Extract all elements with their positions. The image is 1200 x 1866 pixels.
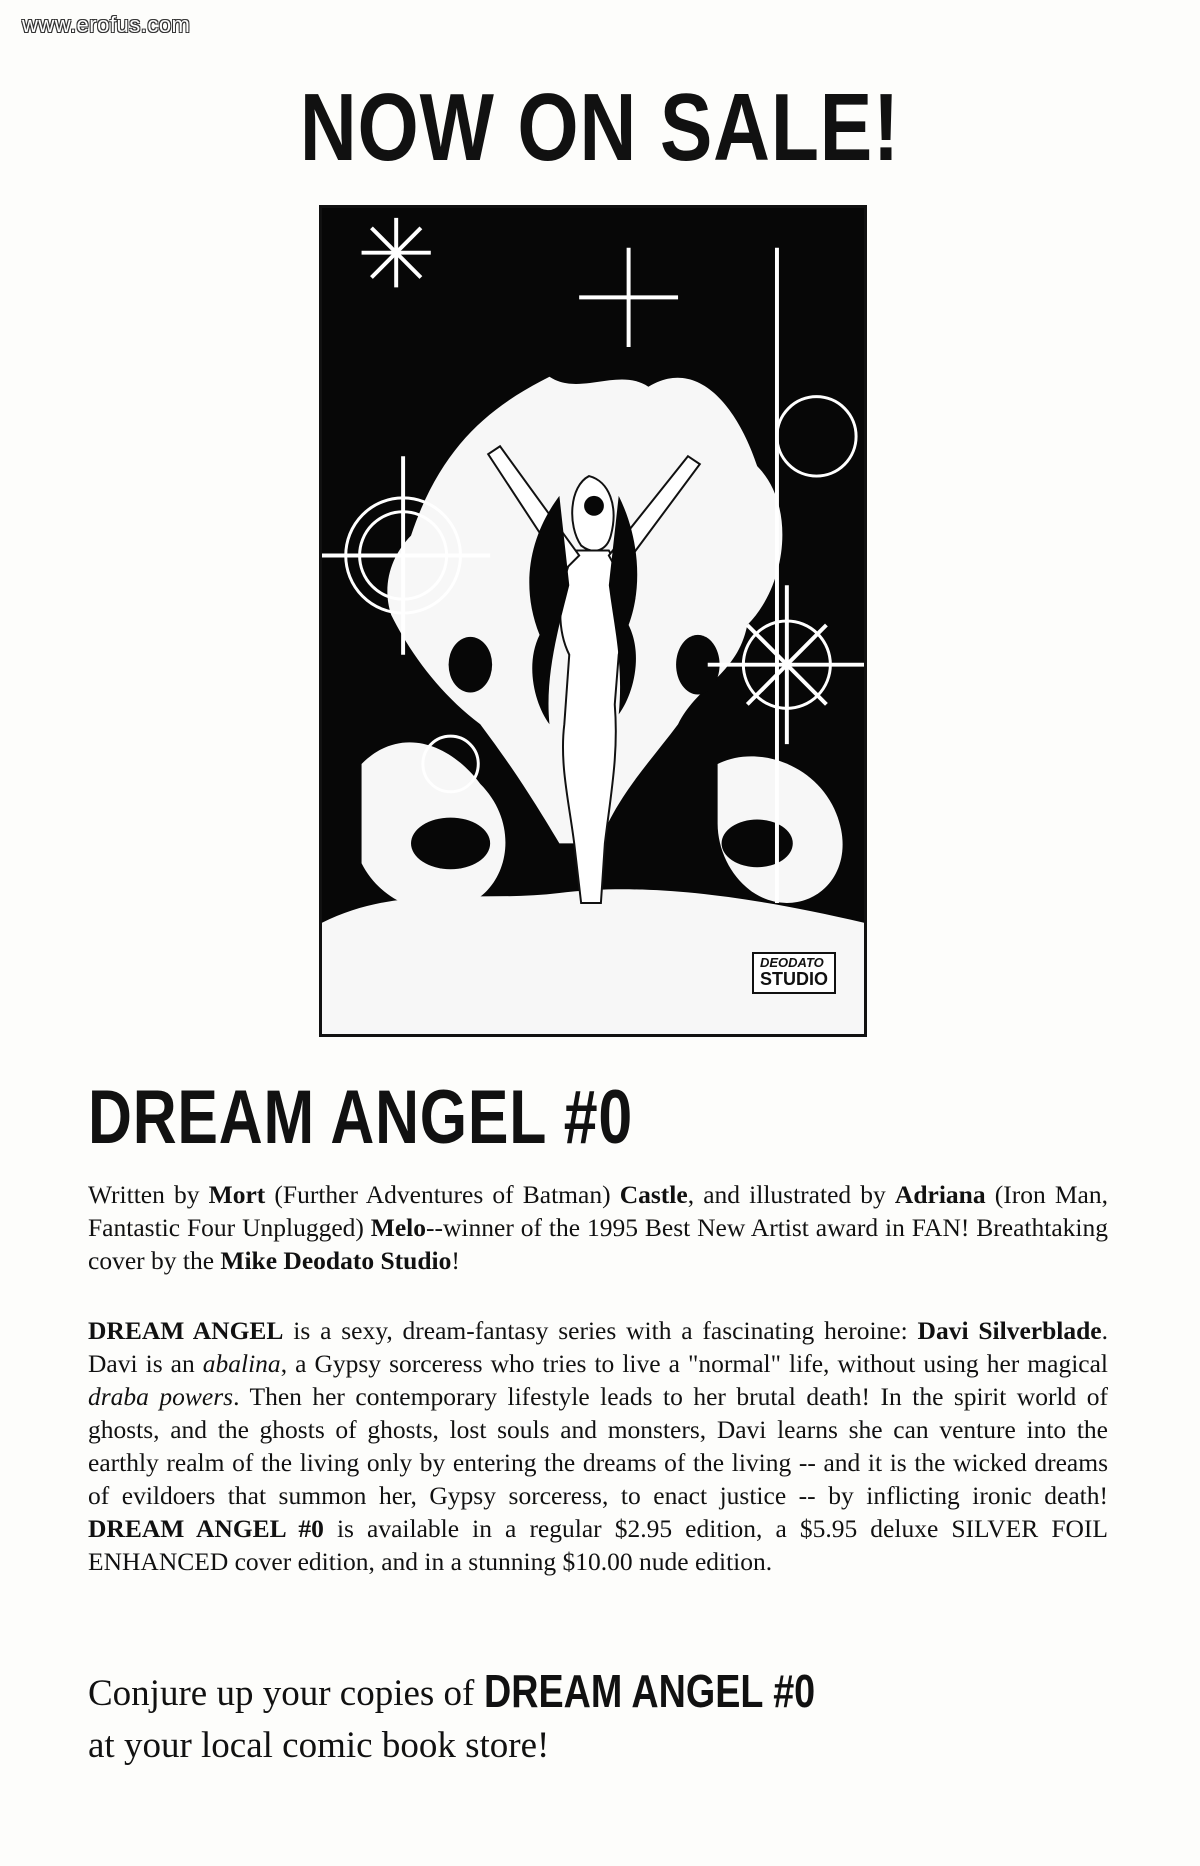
writer-last-name: Castle <box>619 1180 688 1209</box>
text: (Iron Man, Fantastic Four Unplugged) <box>88 1180 1108 1242</box>
signature-top: DEODATO <box>759 954 824 970</box>
cover-illustration <box>319 205 867 1037</box>
text: , and illustrated by <box>687 1180 895 1209</box>
term-abalina: abalina <box>202 1349 281 1378</box>
text: . Then her contemporary lifestyle leads to her brutal death! In the spirit world of ghosts, and the ghosts of ghosts, lost souls and monsters, Davi learns she can venture into the earthly realm of the living only by entering the dreams of the living -- and it is the wicked dreams of evildoers that summon her, Gypsy sorceress, to enact justice -- by inflicting ironic death! <box>88 1382 1108 1510</box>
cover-artwork <box>322 208 864 1034</box>
heroine-name: Davi Silverblade <box>917 1316 1102 1345</box>
text: (Further Adventures of Batman) <box>265 1180 620 1209</box>
closing-callout <box>88 1662 887 1770</box>
studio-signature <box>752 952 836 994</box>
headline: NOW ON SALE! <box>299 74 901 181</box>
artist-last-name: Melo <box>370 1213 427 1242</box>
text: is a sexy, dream-fantasy series with a fascinating heroine: <box>283 1316 918 1345</box>
text: is available in a regular $2.95 edition, a $5.95 deluxe SILVER FOIL ENHANCED cover edition, and in a stunning $10.00 nude edition. <box>88 1514 1108 1576</box>
text: --winner of the 1995 Best New Artist award in FAN! Breathtaking cover by the <box>88 1213 1108 1275</box>
text: Written by <box>88 1180 209 1209</box>
text: . Davi is an <box>88 1316 1108 1378</box>
product-title: DREAM ANGEL #0 <box>88 1075 633 1160</box>
closing-title: DREAM ANGEL #0 <box>483 1665 815 1717</box>
synopsis-paragraph <box>88 1314 1108 1578</box>
term-draba-powers: draba powers <box>88 1382 234 1411</box>
artist-first-name: Adriana <box>894 1180 986 1209</box>
signature-bottom: STUDIO <box>759 969 828 990</box>
issue-name: DREAM ANGEL #0 <box>88 1514 324 1543</box>
closing-prefix: Conjure up your copies of <box>88 1673 484 1714</box>
watermark: www.erofus.com <box>22 12 191 37</box>
series-name: DREAM ANGEL <box>88 1316 284 1345</box>
closing-line-2: at your local comic book store! <box>88 1724 550 1766</box>
cover-artist-name: Mike Deodato Studio <box>220 1246 452 1275</box>
text: ! <box>451 1246 460 1275</box>
closing-line-1 <box>88 1662 887 1722</box>
credits-paragraph <box>88 1178 1108 1277</box>
text: , a Gypsy sorceress who tries to live a "normal" life, without using her magical <box>280 1349 1108 1378</box>
writer-first-name: Mort <box>208 1180 266 1209</box>
